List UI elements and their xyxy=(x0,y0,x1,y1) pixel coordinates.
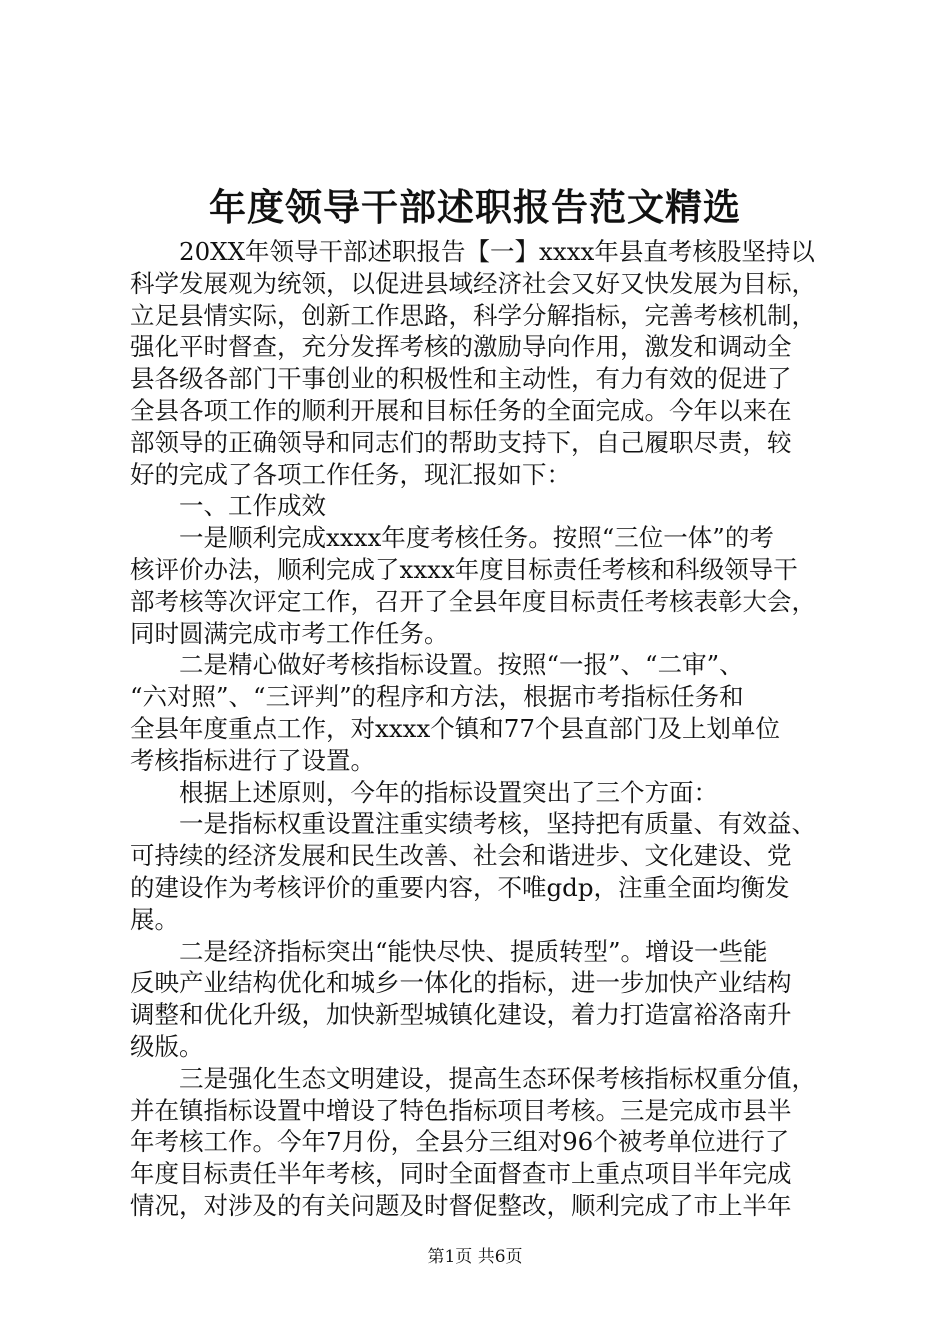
text-line-content: 二是经济指标突出“能快尽快、提质转型”。增设一些能 xyxy=(179,936,768,966)
text-line-content: 情况，对涉及的有关问题及时督促整改，顺利完成了市上半年 xyxy=(130,1190,792,1220)
text-line-content: 20XX年领导干部述职报告【一】xxxx年县直考核股坚持以 xyxy=(179,237,815,266)
text-line xyxy=(130,331,830,363)
text-line xyxy=(130,840,830,872)
section-heading-text: 一、工作成效 xyxy=(179,491,326,521)
text-line xyxy=(130,649,830,681)
text-line xyxy=(130,1126,830,1158)
text-line xyxy=(130,904,830,936)
text-line xyxy=(130,268,830,300)
text-line-content: 反映产业结构优化和城乡一体化的指标，进一步加快产业结构 xyxy=(130,968,792,998)
text-line-content: 好的完成了各项工作任务，现汇报如下： xyxy=(130,459,571,489)
text-line xyxy=(130,300,830,332)
text-line-content: 全县年度重点工作，对xxxx个镇和77个县直部门及上划单位 xyxy=(130,713,780,743)
text-line-content: 部领导的正确领导和同志们的帮助支持下，自己履职尽责，较 xyxy=(130,427,792,457)
text-line-content: 根据上述原则，今年的指标设置突出了三个方面： xyxy=(179,777,718,807)
page-number-footer: 第1页 共6页 xyxy=(427,1247,523,1267)
text-line-content: 部考核等次评定工作，召开了全县年度目标责任考核表彰大会， xyxy=(130,586,816,616)
text-line xyxy=(130,1063,830,1095)
text-line-content: 同时圆满完成市考工作任务。 xyxy=(130,618,449,648)
text-line xyxy=(130,363,830,395)
text-line-content: 的建设作为考核评价的重要内容，不唯gdp，注重全面均衡发 xyxy=(130,872,790,902)
text-line-content: 全县各项工作的顺利开展和目标任务的全面完成。今年以来在 xyxy=(130,395,792,425)
text-line-content: “六对照”、“三评判”的程序和方法，根据市考指标任务和 xyxy=(130,682,744,712)
text-line xyxy=(130,1158,830,1190)
text-line-content: 县各级各部门干事创业的积极性和主动性，有力有效的促进了 xyxy=(130,364,792,394)
text-line xyxy=(130,522,830,554)
text-line xyxy=(130,1190,830,1222)
text-line-content: 二是精心做好考核指标设置。按照“一报”、“二审”、 xyxy=(179,650,744,680)
text-line xyxy=(130,554,830,586)
text-line-content: 级版。 xyxy=(130,1031,204,1061)
text-line xyxy=(130,808,830,840)
text-line xyxy=(130,395,830,427)
text-line xyxy=(130,713,830,745)
text-line-content: 可持续的经济发展和民生改善、社会和谐进步、文化建设、党 xyxy=(130,841,792,871)
text-line-content: 立足县情实际，创新工作思路，科学分解指标，完善考核机制， xyxy=(130,300,816,330)
text-line-content: 强化平时督查，充分发挥考核的激励导向作用，激发和调动全 xyxy=(130,332,792,362)
text-line-content: 科学发展观为统领，以促进县域经济社会又好又快发展为目标， xyxy=(130,268,816,298)
text-line-content: 展。 xyxy=(130,904,179,934)
text-line xyxy=(130,999,830,1031)
text-line xyxy=(130,872,830,904)
text-line-content: 核评价办法，顺利完成了xxxx年度目标责任考核和科级领导干 xyxy=(130,554,798,584)
text-line xyxy=(130,681,830,713)
section-heading xyxy=(130,490,830,522)
text-line xyxy=(130,936,830,968)
text-line-content: 年度目标责任半年考核，同时全面督查市上重点项目半年完成 xyxy=(130,1159,792,1189)
text-line xyxy=(130,967,830,999)
text-line-content: 并在镇指标设置中增设了特色指标项目考核。三是完成市县半 xyxy=(130,1095,792,1125)
text-line xyxy=(130,427,830,459)
text-line xyxy=(130,1031,830,1063)
text-line xyxy=(130,745,830,777)
text-line xyxy=(130,586,830,618)
document-body xyxy=(130,236,830,1222)
text-line-content: 三是强化生态文明建设，提高生态环保考核指标权重分值， xyxy=(179,1063,816,1093)
text-line xyxy=(130,777,830,809)
document-title: 年度领导干部述职报告范文精选 xyxy=(209,185,741,229)
text-line-content: 年考核工作。今年7月份，全县分三组对96个被考单位进行了 xyxy=(130,1127,790,1157)
text-line xyxy=(130,459,830,491)
text-line-content: 一是顺利完成xxxx年度考核任务。按照“三位一体”的考 xyxy=(179,523,774,553)
text-line-content: 调整和优化升级，加快新型城镇化建设，着力打造富裕洛南升 xyxy=(130,1000,792,1030)
text-line xyxy=(130,618,830,650)
text-line xyxy=(130,1095,830,1127)
text-line-content: 一是指标权重设置注重实绩考核，坚持把有质量、有效益、 xyxy=(179,809,816,839)
text-line-content: 考核指标进行了设置。 xyxy=(130,745,375,775)
text-line xyxy=(130,236,830,268)
